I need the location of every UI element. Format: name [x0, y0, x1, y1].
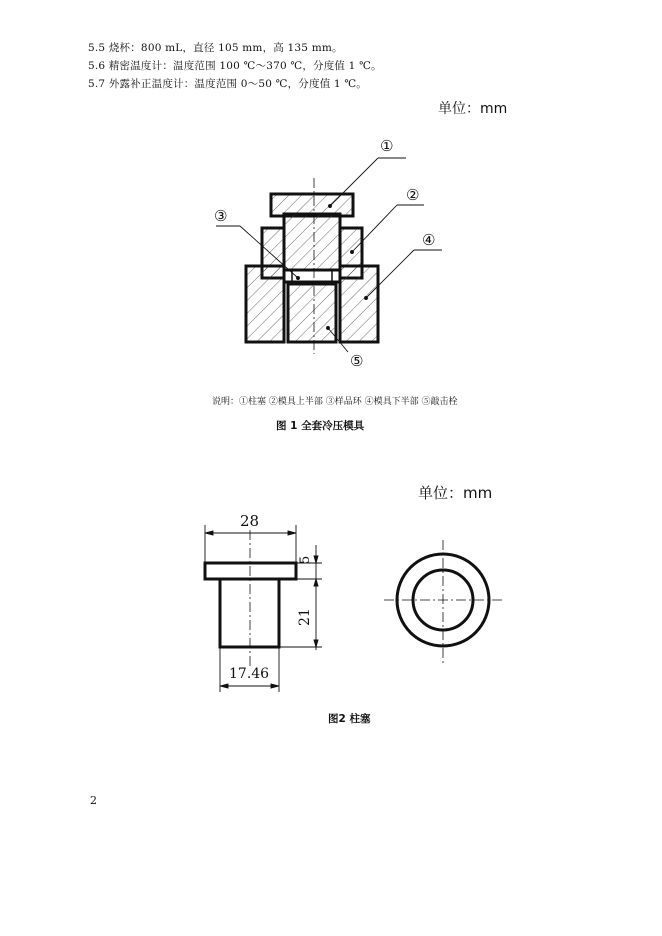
text-line-5-7: 5.7 外露补正温度计：温度范围 0～50 ℃，分度值 1 ℃。 — [88, 78, 367, 90]
figure2-caption: 图2 柱塞 — [328, 713, 371, 725]
dimension-body-width: 17.46 — [229, 666, 270, 682]
dimension-head-height: 5 — [298, 555, 313, 564]
knock-pin-part — [288, 284, 336, 342]
dimension-head-width: 28 — [240, 512, 260, 530]
text-line-5-6: 5.6 精密温度计：温度范围 100 ℃～370 ℃，分度值 1 ℃。 — [88, 60, 382, 72]
page-number: 2 — [90, 794, 97, 807]
dimension-body-height: 21 — [297, 608, 313, 626]
figure1-unit-label: 单位：mm — [438, 101, 508, 117]
callout-4: ④ — [422, 231, 436, 249]
figure2-plunger-top-view — [384, 540, 504, 664]
figure1-legend: 说明：①柱塞 ②模具上半部 ③样品环 ④模具下半部 ⑤敲击栓 — [212, 397, 458, 407]
callout-3: ③ — [214, 207, 228, 225]
figure2-unit-label: 单位：mm — [418, 484, 493, 502]
text-line-5-5: 5.5 烧杯：800 mL，直径 105 mm，高 135 mm。 — [88, 42, 343, 54]
figure1-caption: 图 1 全套冷压模具 — [276, 420, 365, 432]
callout-1: ① — [380, 137, 394, 155]
callout-2: ② — [406, 186, 420, 204]
callout-5: ⑤ — [350, 352, 364, 370]
